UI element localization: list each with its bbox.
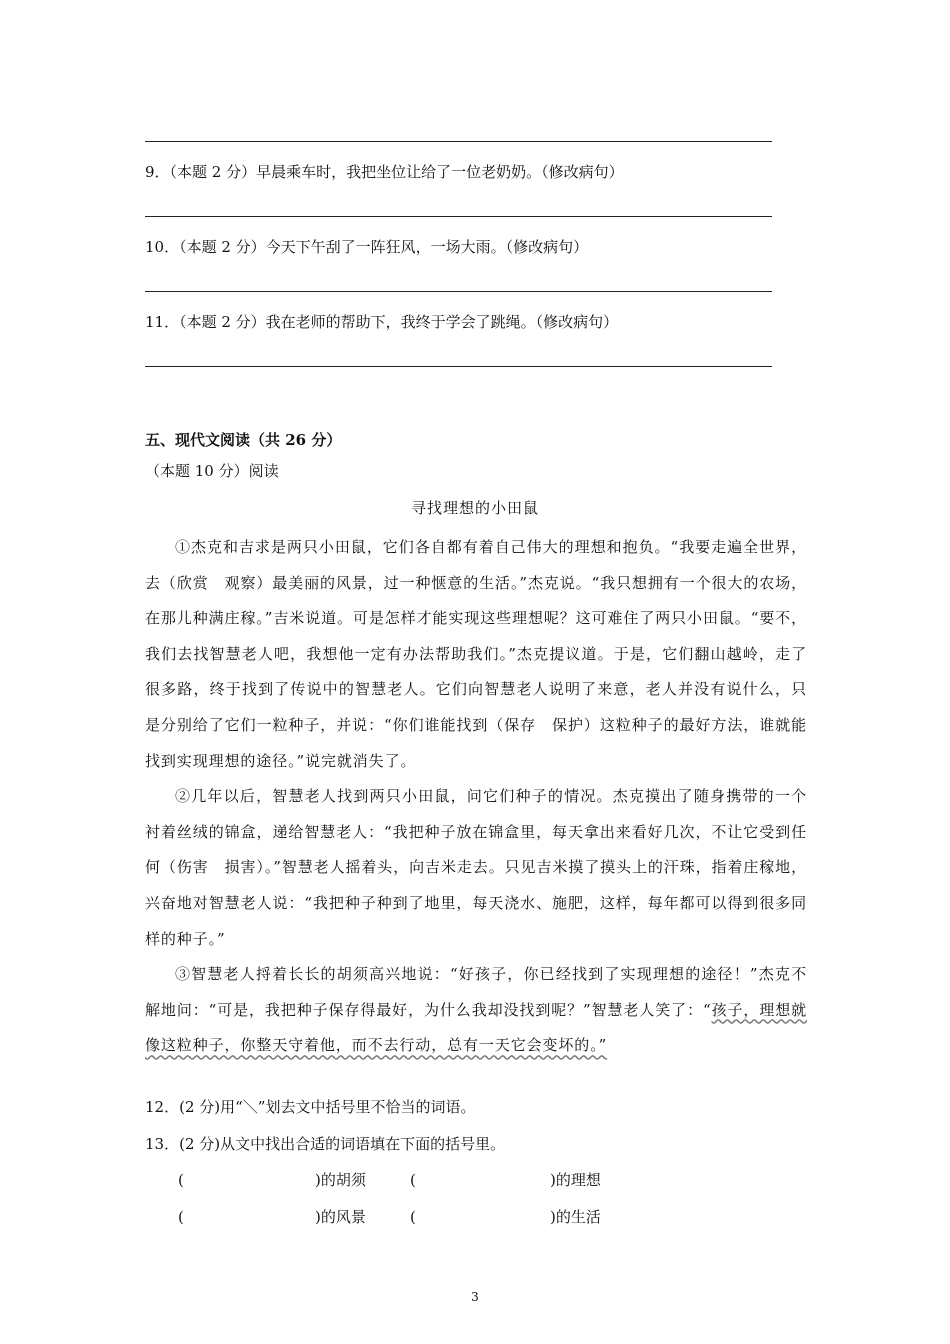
section-subheading: （本题 10 分）阅读 [145,462,279,480]
passage-body [145,530,807,1064]
passage-title: 寻找理想的小田鼠 [410,499,539,517]
blank-open: ( [178,1171,184,1189]
page-number: 3 [471,1290,479,1304]
section-heading: 五、现代文阅读（共 26 分） [145,431,342,449]
blank-open: ( [410,1208,416,1226]
blank-label: )的理想 [550,1171,601,1189]
blank-label: )的胡须 [315,1171,366,1189]
question-10: 10．（本题 2 分）今天下午刮了一阵狂风，一场大雨。（修改病句） [145,238,589,256]
blank-label: )的风景 [315,1208,366,1226]
answer-line-9 [145,216,772,217]
answer-line-10 [145,291,772,292]
question-12: 12．(2 分)用“＼”划去文中括号里不恰当的词语。 [145,1098,476,1116]
paragraph-1: ①杰克和吉求是两只小田鼠，它们各自都有着自己伟大的理想和抱负。“我要走遍全世界，去（欣赏 观察）最美丽的风景，过一种惬意的生活。”杰克说。“我只想拥有一个很大的农场，在那儿种满庄稼。”吉米说道。可是怎样才能实现这些理想呢？这可难住了两只小田鼠。“要不，我们去找智慧老人吧，我想他一定有办法帮助我们。”杰克提议道。于是，它们翻山越岭，走了很多路，终于找到了传说中的智慧老人。它们向智慧老人说明了来意，老人并没有说什么，只是分别给了它们一粒种子，并说：“你们谁能找到（保存 保护）这粒种子的最好方法，谁就能找到实现理想的途径。”说完就消失了。 [145,538,807,770]
blank-open: ( [410,1171,416,1189]
answer-line-11 [145,366,772,367]
paragraph-3 [145,957,807,1064]
answer-line-8 [145,141,772,142]
blank-label: )的生活 [550,1208,601,1226]
paragraph-2: ②几年以后，智慧老人找到两只小田鼠，问它们种子的情况。杰克摸出了随身携带的一个衬着丝绒的锦盒，递给智慧老人：“我把种子放在锦盒里，每天拿出来看好几次，不让它受到任何（伤害 损害）。”智慧老人摇着头，向吉米走去。只见吉米摸了摸头上的汗珠，指着庄稼地，兴奋地对智慧老人说：“我把种子种到了地里，每天浇水、施肥，这样，每年都可以得到很多同样的种子。” [145,787,807,948]
question-9: 9．（本题 2 分）早晨乘车时，我把坐位让给了一位老奶奶。（修改病句） [145,163,624,181]
question-11: 11．（本题 2 分）我在老师的帮助下，我终于学会了跳绳。（修改病句） [145,313,619,331]
paragraph-3-underlined: 孩子，理想就像这粒种子，你整天守着他，而不去行动，总有一天它会变坏的。” [145,1000,808,1055]
paragraph-3-text: ③智慧老人捋着长长的胡须高兴地说：“好孩子，你已经找到了实现理想的途径！”杰克不解地问：“可是，我把种子保存得最好，为什么我却没找到呢？”智慧老人笑了：“ [145,965,807,1019]
blank-open: ( [178,1208,184,1226]
question-13: 13．(2 分)从文中找出合适的词语填在下面的括号里。 [145,1135,506,1153]
